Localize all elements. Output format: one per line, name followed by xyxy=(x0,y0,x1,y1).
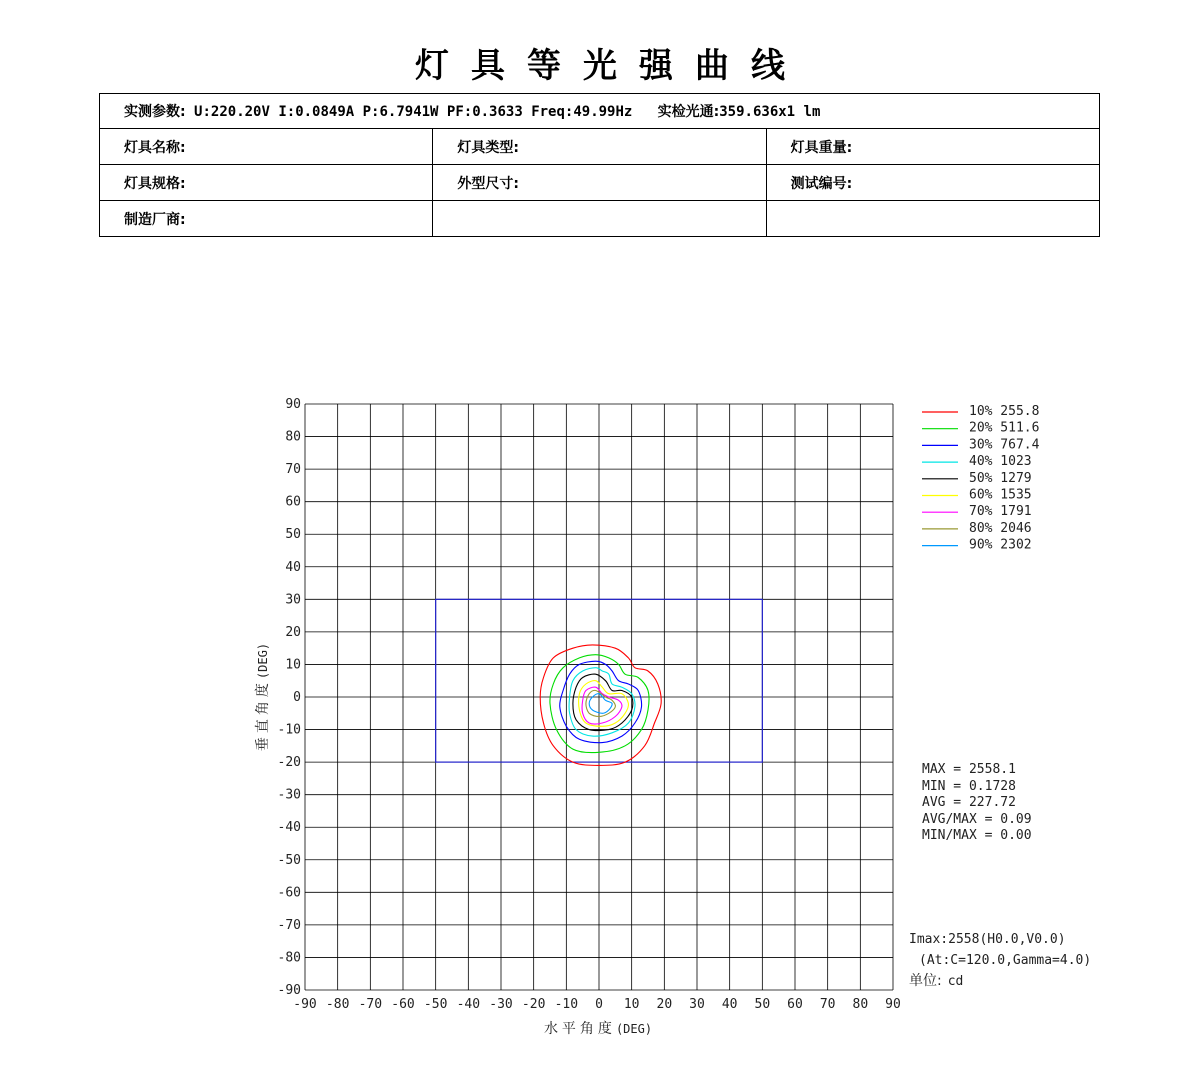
measured-params-label: 实测参数: xyxy=(124,104,186,120)
outline-size-label: 外型尺寸: xyxy=(457,175,519,192)
x-tick-label: -90 xyxy=(293,997,317,1012)
chart-grid xyxy=(305,404,893,990)
imax-at-text: (At:C=120.0,Gamma=4.0) xyxy=(919,953,1092,968)
x-tick-label: 60 xyxy=(787,997,803,1012)
y-tick-label: -80 xyxy=(277,950,301,966)
y-tick-label: 60 xyxy=(285,494,301,510)
legend-entry: 40% 1023 xyxy=(969,454,1032,470)
luminaire-type-label: 灯具类型: xyxy=(457,139,519,156)
luminaire-spec-label: 灯具规格: xyxy=(124,175,186,192)
y-axis-title: 垂直角度 xyxy=(255,679,271,752)
flux-value: 359.636x1 lm xyxy=(719,104,821,120)
y-tick-label: 40 xyxy=(285,559,301,575)
x-axis-title: 水平角度 xyxy=(543,1021,616,1037)
x-tick-label: -70 xyxy=(358,997,383,1012)
y-tick-label: 50 xyxy=(285,527,301,543)
legend-entry: 20% 511.6 xyxy=(969,420,1040,436)
stat-min: MIN = 0.1728 xyxy=(922,779,1016,794)
y-tick-label: 70 xyxy=(285,462,301,478)
x-tick-label: 40 xyxy=(721,997,738,1012)
x-tick-label: -30 xyxy=(489,997,513,1012)
y-tick-label: 30 xyxy=(285,592,301,608)
legend-entry: 80% 2046 xyxy=(969,520,1032,536)
x-tick-label: -50 xyxy=(423,997,448,1012)
x-tick-label: 30 xyxy=(689,997,705,1012)
page-title: 灯具等光强曲线 xyxy=(415,46,807,86)
flux-label: 实检光通: xyxy=(657,104,720,120)
imax-text: Imax:2558(H0.0,V0.0) xyxy=(909,932,1066,947)
legend-entry: 70% 1791 xyxy=(969,504,1032,520)
x-tick-label: -60 xyxy=(391,997,415,1012)
legend-entry: 10% 255.8 xyxy=(969,404,1040,419)
y-tick-label: -20 xyxy=(277,755,301,771)
y-tick-label: -70 xyxy=(277,917,301,933)
y-axis-label xyxy=(254,643,271,751)
x-tick-label: 0 xyxy=(595,997,603,1012)
stat-avg-max: AVG/MAX = 0.09 xyxy=(922,812,1032,827)
y-axis-unit: (DEG) xyxy=(256,642,270,680)
imax-block xyxy=(909,932,1091,989)
x-tick-label: 50 xyxy=(754,997,771,1012)
y-tick-label: 10 xyxy=(285,657,301,673)
x-tick-label: 10 xyxy=(623,997,640,1012)
legend-entry: 30% 767.4 xyxy=(969,437,1040,453)
contour-10pct xyxy=(540,645,661,766)
legend-entry: 90% 2302 xyxy=(969,537,1032,553)
luminaire-name-label: 灯具名称: xyxy=(124,139,186,156)
legend-entry: 60% 1535 xyxy=(969,487,1032,503)
manufacturer-label: 制造厂商: xyxy=(124,211,186,228)
x-axis-label xyxy=(544,1020,652,1037)
y-tick-label: 90 xyxy=(285,397,301,412)
x-tick-label: -40 xyxy=(456,997,481,1012)
x-tick-label: -20 xyxy=(521,997,546,1012)
x-tick-label: -80 xyxy=(325,997,350,1012)
legend xyxy=(922,404,1040,553)
x-tick-label: 70 xyxy=(819,997,836,1012)
y-tick-label: 80 xyxy=(285,429,301,445)
stat-min-max: MIN/MAX = 0.00 xyxy=(922,828,1032,843)
x-tick-label: 90 xyxy=(885,997,901,1012)
x-tick-label: -10 xyxy=(554,997,579,1012)
stats-block xyxy=(922,762,1032,843)
legend-entry: 50% 1279 xyxy=(969,470,1032,486)
unit-value: cd xyxy=(947,974,964,989)
y-tick-label: 0 xyxy=(293,690,301,705)
x-axis-unit: (DEG) xyxy=(615,1022,653,1036)
y-axis-ticks xyxy=(278,397,301,998)
y-tick-label: -60 xyxy=(277,885,301,901)
contour-70pct xyxy=(582,687,622,724)
test-number-label: 测试编号: xyxy=(790,175,853,192)
measured-params-values: U:220.20V I:0.0849A P:6.7941W PF:0.3633 Freq:49.99Hz xyxy=(194,104,633,120)
y-tick-label: -50 xyxy=(277,852,301,868)
stat-max: MAX = 2558.1 xyxy=(922,762,1016,777)
x-tick-label: 20 xyxy=(656,997,673,1012)
unit-text xyxy=(909,973,963,989)
contour-lines xyxy=(540,645,661,766)
y-tick-label: -30 xyxy=(277,787,301,803)
stat-avg: AVG = 227.72 xyxy=(922,795,1016,810)
y-tick-label: -10 xyxy=(277,722,301,738)
y-tick-label: 20 xyxy=(285,624,301,640)
unit-label: 单位: xyxy=(909,973,942,989)
y-tick-label: -90 xyxy=(277,983,301,998)
y-tick-label: -40 xyxy=(277,820,301,836)
x-axis-ticks xyxy=(293,997,901,1012)
x-tick-label: 80 xyxy=(852,997,869,1012)
luminaire-weight-label: 灯具重量: xyxy=(790,139,853,156)
